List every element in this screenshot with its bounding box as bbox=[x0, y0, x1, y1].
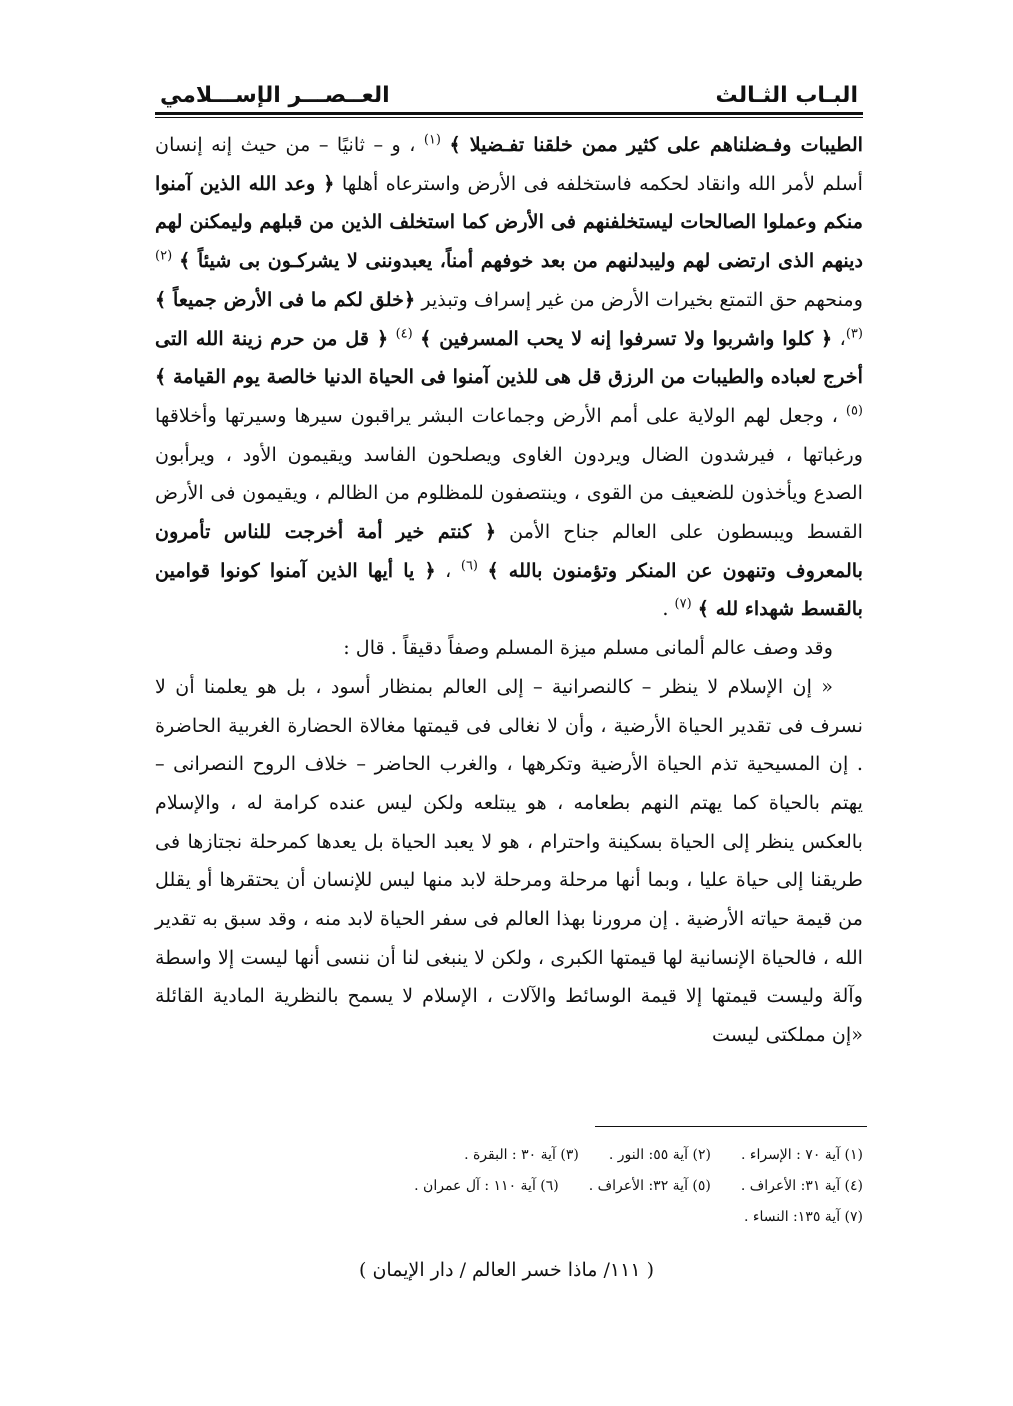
footnote-ref-2: (٢) bbox=[155, 248, 173, 264]
footnote-row bbox=[320, 1140, 863, 1171]
text-segment: ومنحهم حق التمتع بخيرات الأرض من غير إسراف وتبذير bbox=[421, 287, 863, 311]
footnote-ref-7: (٧) bbox=[674, 597, 692, 613]
paragraph-2: وقد وصف عالم ألمانى مسلم ميزة المسلم وصفاً دقيقاً . قال : bbox=[343, 636, 833, 660]
footnote-row bbox=[320, 1202, 863, 1233]
footnote-ref-5: (٥) bbox=[845, 403, 863, 419]
page-footer: ( ١١١/ ماذا خسر العالم / دار الإيمان ) bbox=[359, 1259, 654, 1281]
footnote-row bbox=[320, 1171, 863, 1202]
footnote-2: (٢) آية ٥٥: النور . bbox=[608, 1147, 711, 1163]
quote-paragraph: « إن الإسلام لا ينظر – كالنصرانية – إلى العالم بمنظار أسود ، بل هو يعلمنا أن لا نسرف فى تقدير الحياة الأرضية ، وأن لا نغالى فى قيمتها مغالاة الحضارة الغربية الحاضرة . إن المسيحية تذم الحياة الأرضية وتكرهها ، والغرب الحاضر – خلاف الروح النصرانى – يهتم بالحياة كما يهتم النهم بطعامه ، هو يبتلعه ولكن ليس عنده كرامة له ، والإسلام بالعكس ينظر إلى الحياة بسكينة واحترام ، هو لا يعبد الحياة بل يعدها كمرحلة نجتازها فى طريقنا إلى حياة عليا ، وبما أنها مرحلة ومرحلة لابد منها ليس للإنسان أن يحتقرها أو يقلل من قيمة حياته الأرضية . إن مرورنا بهذا العالم فى سفر الحياة لابد منه ، وقد سبق به تقدير الله ، فالحياة الإنسانية لها قيمتها الكبرى ، ولكن لا ينبغى لنا أن ننسى أنها ليست إلا واسطة وآلة وليست قيمتها إلا قيمة الوسائط والآلات ، الإسلام لا يسمح بالنظرية المادية القائلة «إن مملكتى ليست bbox=[155, 674, 863, 1047]
footnote-6: (٦) آية ١١٠ : آل عمران . bbox=[414, 1178, 559, 1194]
text-segment: ، وجعل لهم الولاية على أمم الأرض وجماعات البشر يراقبون سيرها وسيرتها وأخلاقها ورغباتها ، فيرشدون الضال ويردون الغاوى ويصلحون الفاسد ويقيمون الأود ، ويرأبون الصدع ويأخذون للضعيف من القوى ، وينتصفون للمظلوم من الظالم ، ويقيمون فى الأرض القسط ويبسطون على العالم جناح الأمن bbox=[155, 403, 864, 544]
footnote-ref-1: (١) bbox=[423, 132, 441, 148]
footnotes bbox=[320, 1140, 863, 1233]
footnote-ref-3: (٣) bbox=[845, 326, 863, 342]
header-rule bbox=[155, 112, 863, 115]
verse-7: ﴿ يا أيها الذين آمنوا كونوا قوامين بالقسط شهداء لله ﴾ bbox=[155, 558, 863, 621]
verse-4: ﴿ كلوا واشربوا ولا تسرفوا إنه لا يحب المسرفين ﴾ bbox=[420, 326, 833, 350]
verse-6: ﴿ كنتم خير أمة أخرجت للناس تأمرون بالمعروف وتنهون عن المنكر وتؤمنون بالله ﴾ bbox=[155, 520, 863, 582]
footnote-1: (١) آية ٧٠ : الإسراء . bbox=[740, 1147, 863, 1163]
footnote-3: (٣) آية ٣٠ : البقرة . bbox=[464, 1147, 579, 1163]
footnote-ref-6: (٦) bbox=[460, 558, 478, 574]
section-title: العــصـــر الإســـلامي bbox=[160, 83, 390, 108]
verse-2: ﴿ وعد الله الذين آمنوا منكم وعملوا الصالحات ليستخلفنهم فى الأرض كما استخلف الذين من قبلهم وليمكنن لهم دينهم الذى ارتضى لهم وليبدلنهم من بعد خوفهم أمناً، يعبدوننى لا يشركـون بى شيئاً ﴾ bbox=[155, 171, 863, 273]
verse-3: ﴿خلق لكم ما فى الأرض جميعاً ﴾ bbox=[155, 287, 416, 311]
verse-1: الطيبات وفـضلناهم على كثير ممن خلقنا تفـضيلا ﴾ bbox=[449, 133, 863, 156]
text-segment: ، و – ثانيًا – من حيث إنه إنسان أسلم لأمر الله وانقاد لحكمه فاستخلفه فى الأرض واسترعاه أهلها bbox=[155, 133, 863, 195]
paragraph-1: الطيبات وفـضلناهم على كثير ممن خلقنا تفـضيلا ﴾ $^{(١)}$ ، و – ثانيًا – من حيث إنه إنسان أسلم لأمر الله وانقاد لحكمه فاستخلفه فى الأرض واسترعاه أهلها ﴿ وعد الله الذين آمنوا منكم وعملوا الصالحات ليستخلفنهم فى الأرض كما استخلف الذين من قبلهم وليمكنن لهم دينهم الذى ارتضى لهم وليبدلنهم من بعد خوفهم أمناً، يعبدوننى لا يشركـون بى شيئاً ﴾ $^{(٢)}$ ومنحهم حق التمتع بخيرات الأرض من غير إسراف وتبذير ﴿خلق لكم ما فى الأرض جميعاً ﴾$^{(٣)}$، ﴿ كلوا واشربوا ولا تسرفوا إنه لا يحب المسرفين ﴾ $^{(٤)}$ ﴿ قل من حرم زينة الله التى أخرج لعباده والطيبات من الرزق قل هى للذين آمنوا فى الحياة الدنيا خالصة يوم القيامة ﴾ $^{(٥)}$ ، وجعل لهم الولاية على أمم الأرض وجماعات البشر يراقبون سيرها وسيرتها وأخلاقها ورغباتها ، فيرشدون الضال ويردون الغاوى ويصلحون الفاسد ويقيمون الأود ، ويرأبون الصدع ويأخذون للضعيف من القوى ، وينتصفون للمظلوم من الظالم ، ويقيمون فى الأرض القسط ويبسطون على العالم جناح الأمن ﴿ كنتم خير أمة أخرجت للناس تأمرون بالمعروف وتنهون عن المنكر وتؤمنون بالله ﴾ $^{(٦)}$ ، ﴿ يا أيها الذين آمنوا كونوا قوامين بالقسط شهداء لله ﴾ $^{(٧)}$ . bbox=[155, 132, 864, 621]
footnote-7: (٧) آية ١٣٥: النساء . bbox=[743, 1209, 863, 1225]
running-header bbox=[160, 74, 858, 108]
chapter-title: البـاب الثـالث bbox=[715, 83, 858, 108]
footnote-rule bbox=[595, 1126, 867, 1127]
header-rule-thin bbox=[155, 117, 863, 118]
footnote-4: (٤) آية ٣١: الأعراف . bbox=[740, 1178, 863, 1194]
footnote-ref-4: (٤) bbox=[395, 326, 413, 342]
footnote-5: (٥) آية ٣٢: الأعراف . bbox=[588, 1178, 711, 1194]
verse-5: ﴿ قل من حرم زينة الله التى أخرج لعباده والطيبات من الرزق قل هى للذين آمنوا فى الحياة الدنيا خالصة يوم القيامة ﴾ bbox=[155, 326, 863, 389]
main-text bbox=[155, 126, 863, 1055]
